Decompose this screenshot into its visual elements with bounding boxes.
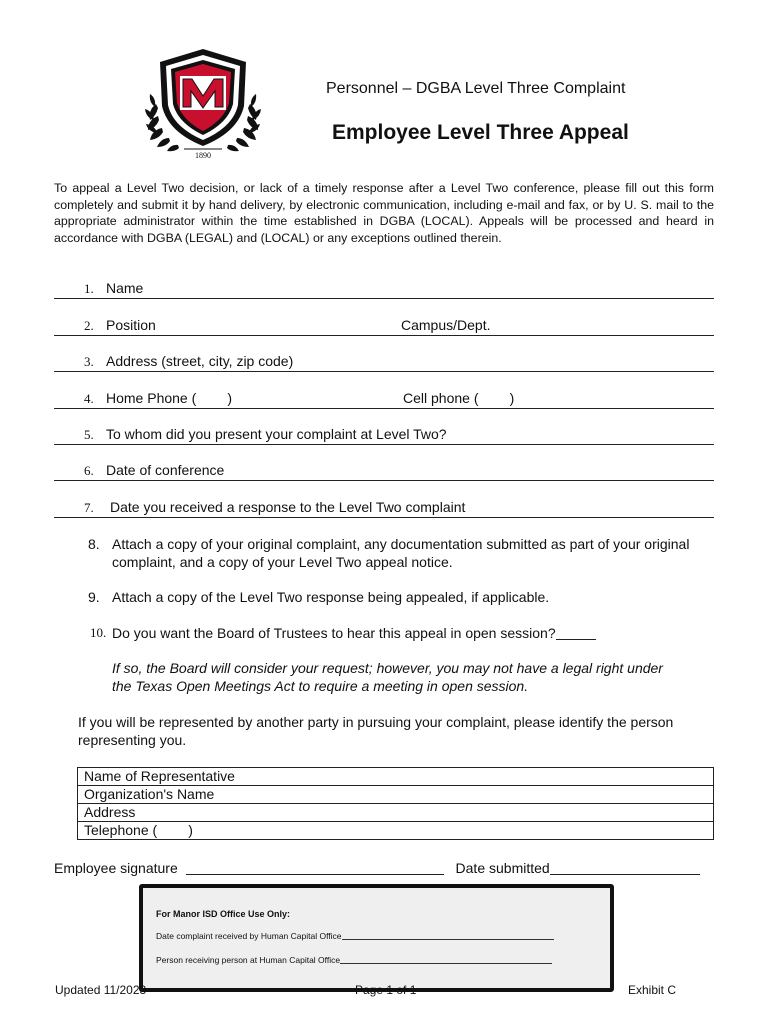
date-received-field[interactable] (342, 931, 554, 940)
representative-name-cell[interactable]: Name of Representative (78, 768, 714, 786)
level-two-contact-field[interactable] (54, 426, 714, 445)
table-row[interactable] (78, 786, 714, 804)
person-receiving-label: Person receiving person at Human Capital Office (156, 955, 341, 965)
name-label: Name (106, 280, 144, 296)
address-field[interactable] (54, 353, 714, 372)
representative-telephone-cell[interactable]: Telephone ( ) (78, 822, 714, 840)
field-number: 3. (84, 354, 94, 369)
item-text: Do you want the Board of Trustees to hear this appeal in open session? (112, 625, 556, 641)
field-number: 6. (84, 463, 94, 478)
page-title: Employee Level Three Appeal (332, 121, 629, 144)
conference-date-field[interactable] (54, 462, 714, 481)
item-number: 8. (88, 536, 100, 552)
representative-intro: If you will be represented by another party in pursuing your complaint, please identify the person representing you. (78, 714, 674, 748)
home-phone-label: Home Phone ( ) (106, 390, 233, 406)
office-use-box (139, 884, 614, 992)
date-submitted-label: Date submitted (455, 860, 550, 876)
level-two-contact-label: To whom did you present your complaint at Level Two? (106, 426, 447, 442)
item-number: 9. (88, 589, 100, 605)
item-text: Attach a copy of your original complaint, any documentation submitted as part of your original complaint, and a copy of your Level Two appeal notice. (112, 536, 690, 570)
table-row[interactable] (78, 768, 714, 786)
address-label: Address (street, city, zip code) (106, 353, 294, 369)
table-row[interactable] (78, 822, 714, 840)
position-field[interactable] (54, 317, 714, 336)
form-subtitle: Personnel – DGBA Level Three Complaint (326, 80, 626, 97)
campus-dept-label: Campus/Dept. (401, 317, 491, 333)
logo-year: 1890 (195, 151, 211, 160)
representative-address-cell[interactable]: Address (78, 804, 714, 822)
position-label: Position (106, 317, 156, 333)
footer-page-number: Page 1 of 1 (355, 983, 417, 997)
instruction-item-8 (88, 535, 708, 575)
signature-row (54, 860, 700, 876)
organization-name-cell[interactable]: Organization's Name (78, 786, 714, 804)
response-date-field[interactable] (54, 499, 714, 518)
person-receiving-field[interactable] (340, 955, 552, 964)
phone-field[interactable] (54, 390, 714, 409)
table-row[interactable] (78, 804, 714, 822)
name-field[interactable] (54, 280, 714, 299)
open-session-answer-blank[interactable] (556, 625, 596, 640)
field-number: 4. (84, 391, 94, 406)
employee-signature-field[interactable] (186, 860, 444, 875)
footer-exhibit: Exhibit C (628, 983, 677, 997)
field-number: 5. (84, 427, 94, 442)
employee-signature-label: Employee signature (54, 860, 178, 876)
field-number: 7. (84, 500, 94, 515)
item-number: 10. (90, 625, 107, 640)
footer-updated: Updated 11/2023 (55, 983, 147, 997)
open-session-note: If so, the Board will consider your request; however, you may not have a legal right under the Texas Open Meetings Act to require a meeting in open session. (112, 660, 663, 694)
conference-date-label: Date of conference (106, 462, 225, 478)
date-submitted-field[interactable] (550, 860, 700, 875)
intro-paragraph: To appeal a Level Two decision, or lack of a timely response after a Level Two conference, please fill out this form completely and submit it by hand delivery, by electronic communication, including e-mail and fax, or by U. S. mail to the appropriate administrator within the time established in DGBA (LOCAL). Appeals will be processed and heard in accordance with DGBA (LEGAL) and (LOCAL) or any exceptions outlined therein. (54, 181, 714, 245)
cell-phone-label: Cell phone ( ) (403, 390, 515, 406)
date-received-label: Date complaint received by Human Capital Office (156, 931, 342, 941)
representative-table (77, 767, 714, 840)
field-number: 2. (84, 318, 94, 333)
office-use-title: For Manor ISD Office Use Only: (156, 909, 291, 919)
open-session-question (88, 624, 708, 644)
item-text: Attach a copy of the Level Two response being appealed, if applicable. (112, 589, 550, 605)
instruction-item-9 (88, 588, 708, 608)
field-number: 1. (84, 281, 94, 296)
response-date-label: Date you received a response to the Level Two complaint (110, 499, 466, 515)
district-logo (138, 46, 268, 162)
